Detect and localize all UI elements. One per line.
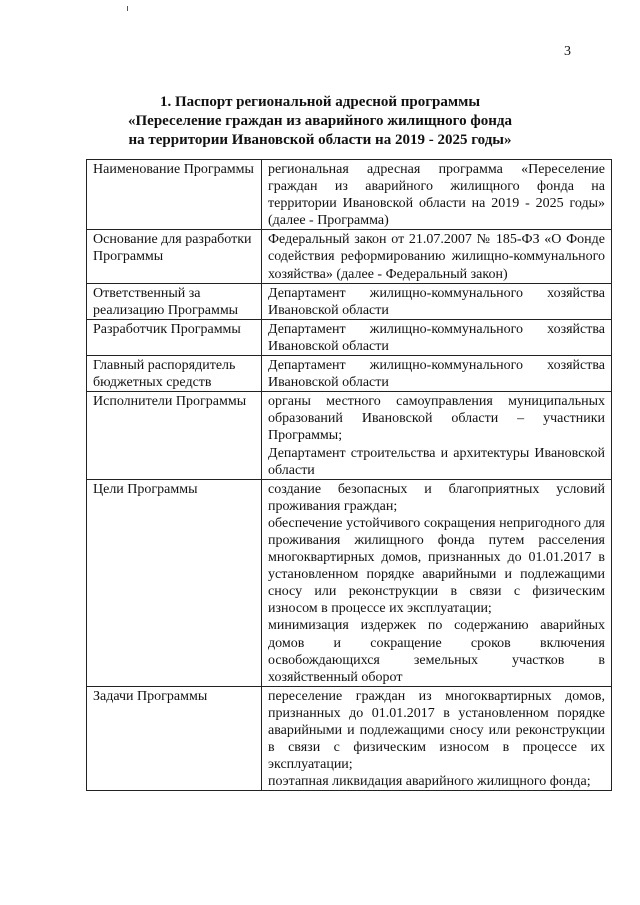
heading-line-1: 1. Паспорт региональной адресной программы [159, 94, 481, 110]
row-value [262, 356, 612, 392]
row-label: Разработчик Программы [87, 319, 262, 355]
value-paragraph: Департамент жилищно-коммунального хозяйства Ивановской области [268, 321, 605, 354]
row-label: Главный распорядитель бюджетных средств [87, 356, 262, 392]
row-value [262, 392, 612, 479]
value-paragraph: создание безопасных и благоприятных условий проживания граждан; [268, 481, 605, 514]
table-row [87, 479, 612, 686]
page-number: 3 [564, 44, 571, 59]
heading-line-2: «Переселение граждан из аварийного жилищного фонда [128, 113, 512, 129]
value-paragraph: региональная адресная программа «Переселение граждан из аварийного жилищного фонда на территории Ивановской области на 2019 - 2025 годы» (далее - Программа) [268, 162, 605, 229]
row-label: Исполнители Программы [87, 392, 262, 479]
value-paragraph: Департамент жилищно-коммунального хозяйства Ивановской области [268, 285, 605, 318]
value-paragraph: обеспечение устойчивого сокращения непригодного для проживания жилищного фонда путем расселения многоквартирных домов, признанных до 01.01.2017 в установленном порядке аварийными и подлежащими сносу или реконструкции в связи с физическим износом в процессе их эксплуатации; [268, 515, 605, 617]
row-value [262, 319, 612, 355]
row-label: Задачи Программы [87, 686, 262, 791]
row-label: Цели Программы [87, 479, 262, 686]
value-paragraph: органы местного самоуправления муниципальных образований Ивановской области – участники Программы; [268, 394, 605, 444]
row-value [262, 686, 612, 791]
value-paragraph: поэтапная ликвидация аварийного жилищного фонда; [268, 774, 591, 790]
table-row [87, 319, 612, 355]
value-paragraph: Департамент строительства и архитектуры Ивановской области [268, 445, 605, 478]
table-row [87, 356, 612, 392]
value-paragraph: минимизация издержек по содержанию аварийных домов и сокращение сроков включения освобождающихся земельных участков в хозяйственный оборот [268, 618, 605, 685]
row-value [262, 160, 612, 230]
document-heading [0, 93, 640, 150]
value-paragraph: Федеральный закон от 21.07.2007 № 185-ФЗ «О Фонде содействия реформированию жилищно-коммунального хозяйства» (далее - Федеральный закон) [268, 232, 605, 282]
table-row [87, 160, 612, 230]
table-row [87, 392, 612, 479]
value-paragraph: переселение граждан из многоквартирных домов, признанных до 01.01.2017 в установленном порядке аварийными и подлежащими сносу или реконструкции в связи с физическим износом в процессе их эксплуатации; [268, 688, 605, 773]
table-row [87, 283, 612, 319]
passport-table [86, 159, 612, 791]
table-row [87, 686, 612, 791]
row-value [262, 283, 612, 319]
row-label: Наименование Программы [87, 160, 262, 230]
row-label: Основание для разработки Программы [87, 230, 262, 283]
row-value [262, 479, 612, 686]
row-value [262, 230, 612, 283]
heading-line-3: на территории Ивановской области на 2019 - 2025 годы» [128, 132, 512, 148]
scan-speck [127, 6, 128, 11]
table-row [87, 230, 612, 283]
row-label: Ответственный за реализацию Программы [87, 283, 262, 319]
value-paragraph: Департамент жилищно-коммунального хозяйства Ивановской области [268, 358, 605, 391]
